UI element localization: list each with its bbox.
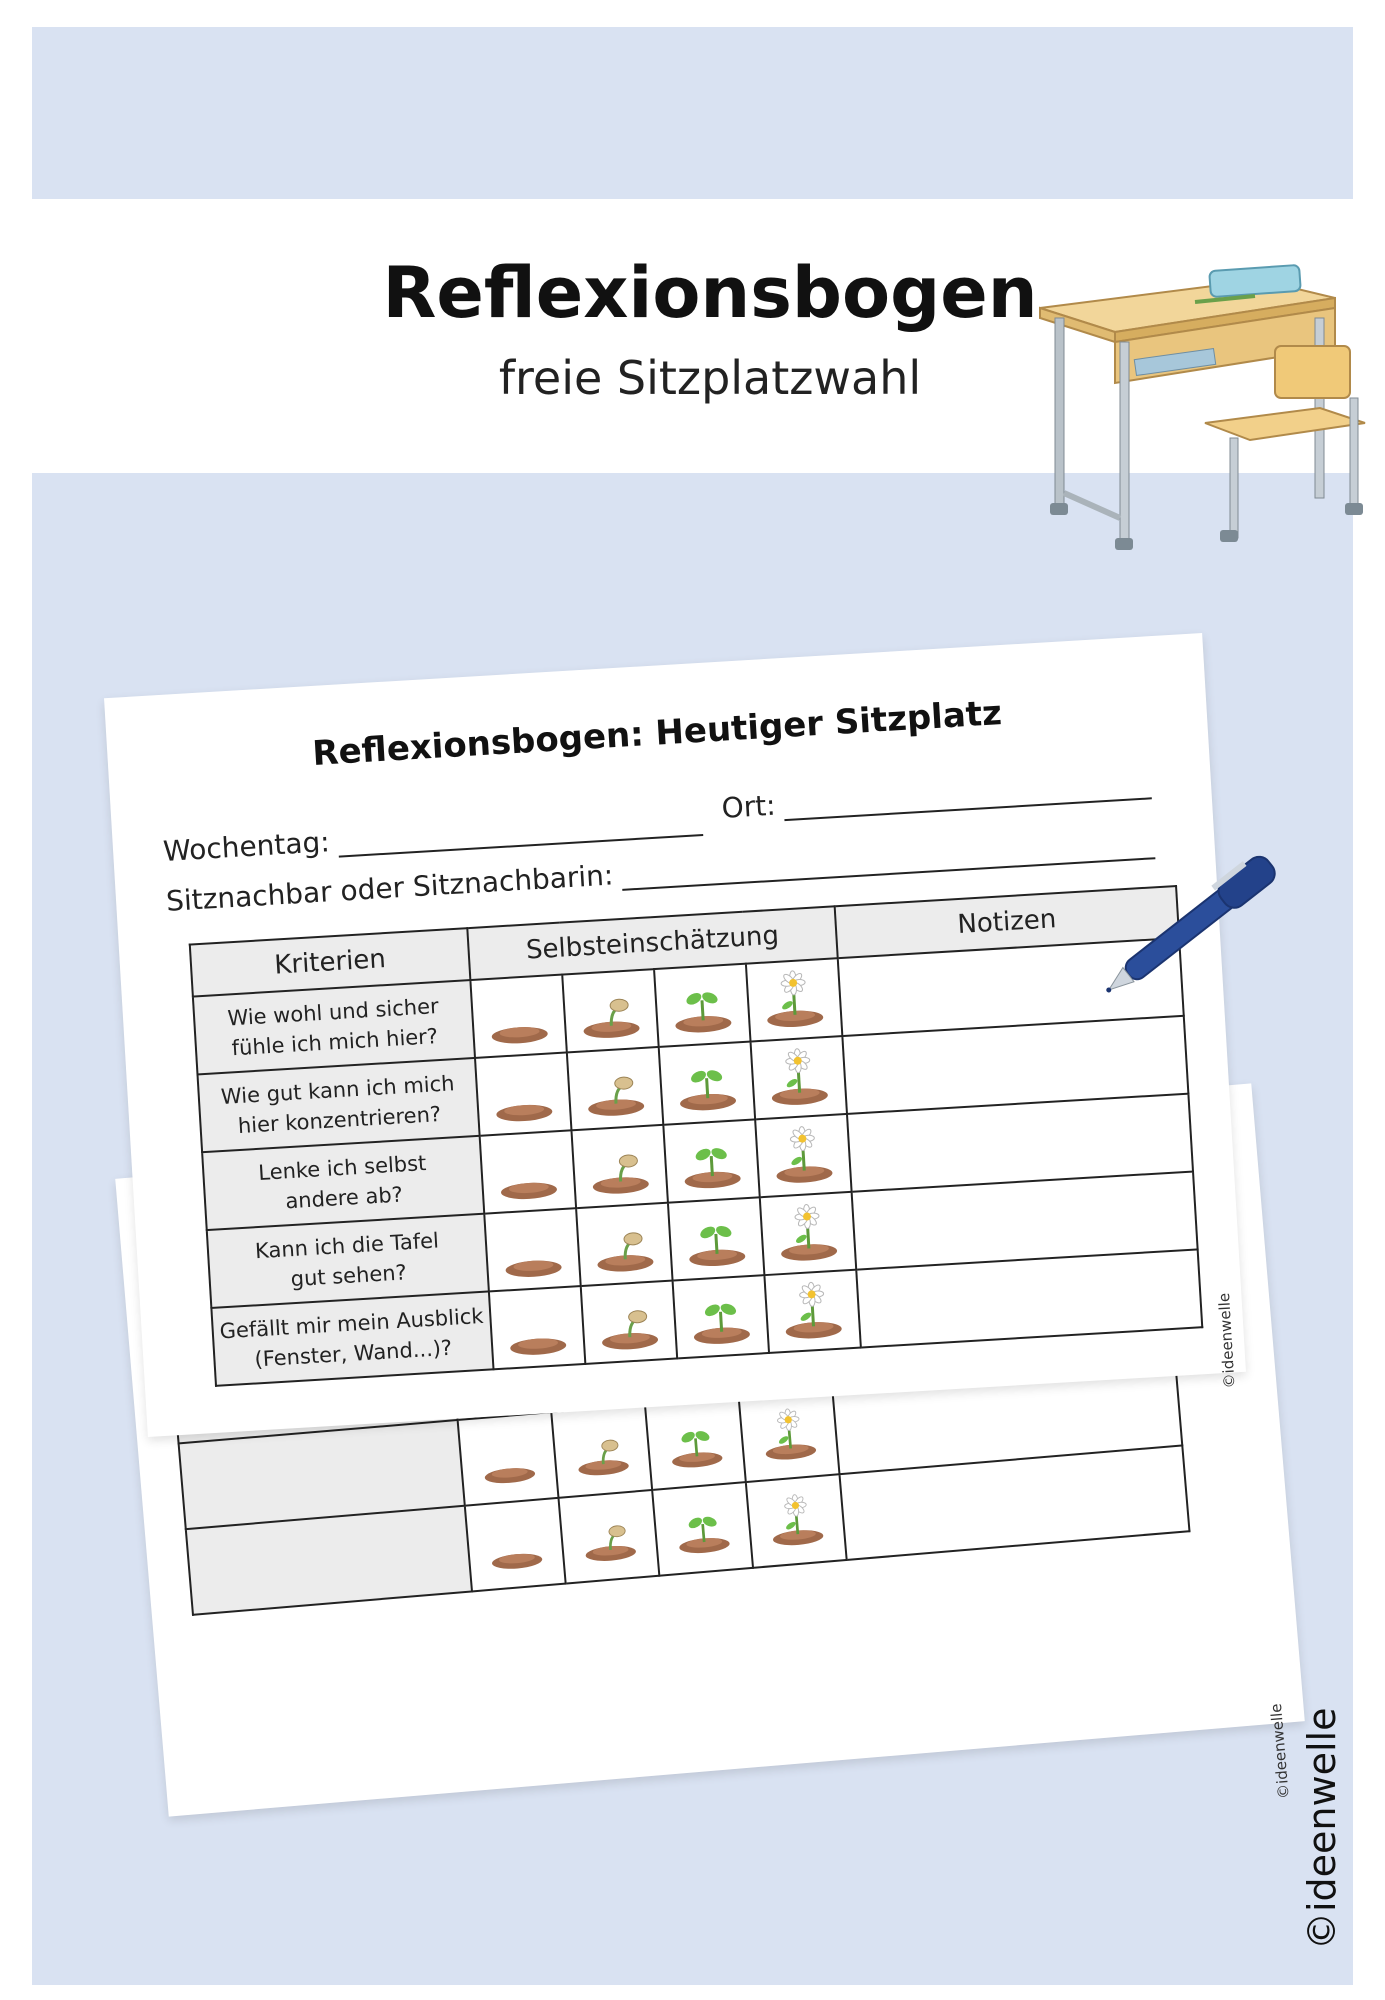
seat-neighbor-line[interactable]: [621, 835, 1156, 891]
seed-sprouting-icon: [595, 1334, 666, 1357]
rating-cell[interactable]: [576, 1203, 672, 1286]
soil-icon: [485, 1553, 549, 1577]
soil-icon: [485, 1028, 556, 1051]
flower-icon: [760, 1012, 831, 1035]
seed-sprouting-icon: [586, 1178, 657, 1201]
column-header-notizen: Notizen: [835, 886, 1179, 958]
rating-cell[interactable]: [663, 1119, 759, 1202]
criterion-text: Wie gut kann ich mich: [220, 1070, 456, 1109]
rating-cell[interactable]: [470, 975, 566, 1058]
back-rating-cell: [558, 1490, 659, 1584]
rating-cell[interactable]: [489, 1286, 585, 1369]
rating-cell[interactable]: [746, 958, 842, 1041]
rating-cell[interactable]: [755, 1114, 851, 1197]
criterion-cell: [211, 1291, 493, 1385]
page-subtitle: freie Sitzplatzwahl: [498, 351, 922, 405]
back-rating-cell: [551, 1404, 652, 1498]
soil-icon: [478, 1467, 542, 1491]
rating-cell[interactable]: [562, 969, 658, 1052]
soil-icon: [489, 1106, 560, 1129]
location-line[interactable]: [783, 775, 1152, 821]
seat-neighbor-label: Sitznachbar oder Sitznachbarin:: [165, 858, 615, 918]
criterion-text: (Fenster, Wand...)?: [253, 1335, 453, 1372]
seed-sprouting-icon: [576, 1023, 647, 1046]
criterion-text: gut sehen?: [290, 1260, 408, 1292]
page-title: Reflexionsbogen: [382, 252, 1038, 334]
rating-cell[interactable]: [751, 1036, 847, 1119]
flower-icon: [765, 1090, 836, 1113]
column-header-kriterien: Kriterien: [190, 928, 471, 996]
soil-icon: [494, 1184, 565, 1207]
rating-cell[interactable]: [673, 1275, 769, 1358]
rating-cell[interactable]: [571, 1125, 667, 1208]
front-worksheet: [104, 633, 1246, 1437]
rating-cell[interactable]: [764, 1270, 860, 1353]
weekday-label: Wochentag:: [162, 825, 331, 868]
seedling-icon: [672, 1537, 736, 1561]
back-rating-cell: [465, 1498, 566, 1592]
seedling-icon: [687, 1329, 758, 1352]
column-header-selbsteinschaetzung: Selbsteinschätzung: [467, 906, 837, 980]
flower-icon: [769, 1167, 840, 1190]
rating-cell[interactable]: [668, 1197, 764, 1280]
rating-cell[interactable]: [475, 1052, 571, 1135]
back-rating-cell: [746, 1474, 847, 1568]
rating-cell[interactable]: [659, 1042, 755, 1125]
criterion-text: hier konzentrieren?: [237, 1102, 442, 1139]
seed-sprouting-icon: [578, 1545, 642, 1569]
rating-cell[interactable]: [581, 1281, 677, 1364]
school-desk-icon: [1035, 258, 1370, 558]
seed-sprouting-icon: [590, 1256, 661, 1279]
top-accent-band: [32, 27, 1353, 199]
criterion-text: Gefällt mir mein Ausblick: [218, 1303, 485, 1344]
footer-copyright: ©ideenwelle: [1300, 1707, 1344, 1950]
back-rating-cell: [645, 1396, 746, 1490]
seedling-icon: [665, 1451, 729, 1475]
criterion-text: fühle ich mich hier?: [231, 1024, 439, 1061]
rating-cell[interactable]: [760, 1192, 856, 1275]
seed-sprouting-icon: [581, 1101, 652, 1124]
worksheet-title: Reflexionsbogen: Heutiger Sitzplatz: [311, 693, 1003, 774]
back-rating-cell: [739, 1389, 840, 1483]
soil-icon: [498, 1262, 569, 1285]
soil-icon: [503, 1340, 574, 1363]
back-sheet-copyright: ©ideenwelle: [1267, 1702, 1294, 1800]
rating-cell[interactable]: [567, 1047, 663, 1130]
rating-cell[interactable]: [480, 1130, 576, 1213]
criterion-text: Lenke ich selbst: [257, 1150, 427, 1185]
rating-cell[interactable]: [484, 1208, 580, 1291]
flower-icon: [766, 1529, 830, 1553]
pen-icon: [1080, 820, 1320, 1020]
back-rating-cell: [652, 1482, 753, 1576]
flower-icon: [774, 1245, 845, 1268]
weekday-line[interactable]: [337, 812, 703, 858]
seedling-icon: [677, 1173, 748, 1196]
flower-icon: [759, 1444, 823, 1468]
seedling-icon: [668, 1017, 739, 1040]
flower-icon: [779, 1323, 850, 1346]
seedling-icon: [682, 1251, 753, 1274]
rating-cell[interactable]: [654, 964, 750, 1047]
location-label: Ort:: [720, 788, 777, 825]
criterion-text: Kann ich die Tafel: [254, 1227, 440, 1263]
location-field[interactable]: [721, 766, 1152, 824]
criterion-text: andere ab?: [284, 1182, 404, 1214]
seed-sprouting-icon: [571, 1459, 635, 1483]
rating-table: [189, 885, 1204, 1387]
back-rating-cell: [458, 1412, 559, 1506]
seedling-icon: [673, 1095, 744, 1118]
worksheet-copyright: ©ideenwelle: [1215, 1292, 1239, 1389]
criterion-text: Wie wohl und sicher: [226, 993, 440, 1031]
